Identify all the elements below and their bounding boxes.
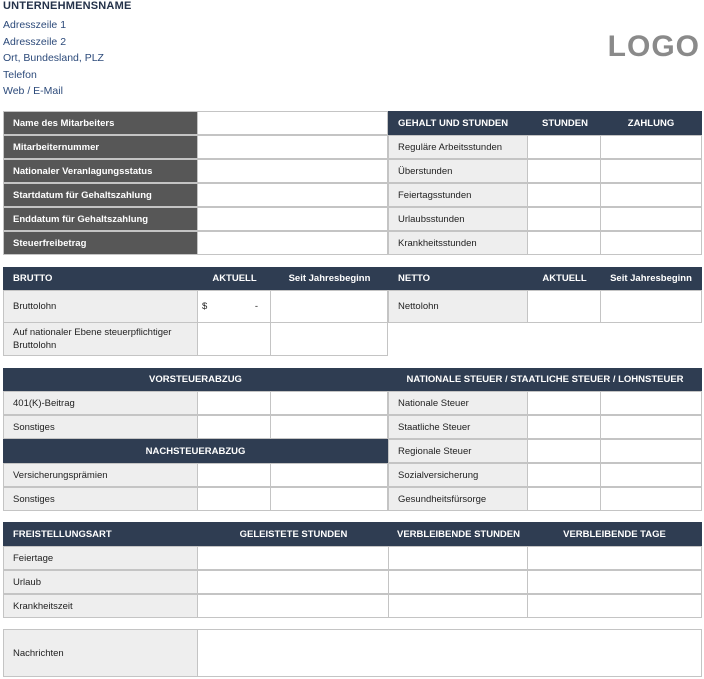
company-name: UNTERNEHMENSNAME bbox=[3, 0, 132, 12]
employee-number-label: Mitarbeiternummer bbox=[3, 135, 198, 159]
leave-col-remaining-hours: VERBLEIBENDE STUNDEN bbox=[397, 528, 520, 540]
pay-input[interactable] bbox=[600, 231, 702, 255]
tax-current[interactable] bbox=[527, 463, 601, 487]
hours-col-hours: STUNDEN bbox=[542, 117, 588, 129]
pretax-current[interactable] bbox=[197, 415, 271, 439]
address-line-1: Adresszeile 1 bbox=[3, 19, 67, 31]
hours-row-label: Überstunden bbox=[388, 159, 528, 183]
pretax-ytd[interactable] bbox=[270, 391, 388, 415]
leave-row-label: Urlaub bbox=[3, 570, 198, 594]
tax-status-label: Nationaler Veranlagungsstatus bbox=[3, 159, 198, 183]
logo: LOGO bbox=[607, 30, 700, 63]
tax-row-label: Regionale Steuer bbox=[388, 439, 528, 463]
leave-remaining-days[interactable] bbox=[527, 546, 702, 570]
employee-name-label: Name des Mitarbeiters bbox=[3, 111, 198, 135]
leave-taken[interactable] bbox=[197, 594, 389, 618]
posttax-current[interactable] bbox=[197, 487, 271, 511]
netto-col-current: AKTUELL bbox=[542, 273, 587, 284]
brutto-col-current: AKTUELL bbox=[212, 273, 257, 284]
pay-input[interactable] bbox=[600, 159, 702, 183]
tax-ytd[interactable] bbox=[600, 391, 702, 415]
gross-pay-current[interactable] bbox=[197, 290, 271, 323]
posttax-ytd[interactable] bbox=[270, 463, 388, 487]
allowance-field[interactable] bbox=[197, 231, 388, 255]
pretax-header: VORSTEUERABZUG bbox=[3, 368, 388, 391]
address-line-2: Adresszeile 2 bbox=[3, 36, 67, 48]
allowance-label: Steuerfreibetrag bbox=[3, 231, 198, 255]
brutto-header bbox=[3, 267, 388, 290]
hours-row-label: Krankheitsstunden bbox=[388, 231, 528, 255]
tax-row-label: Nationale Steuer bbox=[388, 391, 528, 415]
pay-end-label: Enddatum für Gehaltszahlung bbox=[3, 207, 198, 231]
posttax-current[interactable] bbox=[197, 463, 271, 487]
brutto-header-title: BRUTTO bbox=[13, 273, 53, 284]
leave-col-taken: GELEISTETE STUNDEN bbox=[239, 528, 348, 540]
hours-header-title: GEHALT UND STUNDEN bbox=[398, 117, 509, 129]
leave-remaining-hours[interactable] bbox=[388, 570, 528, 594]
leave-taken[interactable] bbox=[197, 546, 389, 570]
leave-remaining-hours[interactable] bbox=[388, 546, 528, 570]
leave-header-title: FREISTELLUNGSART bbox=[13, 528, 112, 540]
pay-start-label: Startdatum für Gehaltszahlung bbox=[3, 183, 198, 207]
tax-ytd[interactable] bbox=[600, 439, 702, 463]
gross-pay-value: - bbox=[254, 301, 258, 312]
brutto-col-ytd: Seit Jahresbeginn bbox=[288, 273, 371, 284]
hours-row-label: Reguläre Arbeitsstunden bbox=[388, 135, 528, 159]
leave-row-label: Feiertage bbox=[3, 546, 198, 570]
hours-input[interactable] bbox=[527, 183, 601, 207]
pretax-ytd[interactable] bbox=[270, 415, 388, 439]
gross-pay-ytd[interactable] bbox=[270, 290, 388, 323]
pay-input[interactable] bbox=[600, 207, 702, 231]
hours-header bbox=[388, 111, 702, 135]
posttax-header: NACHSTEUERABZUG bbox=[3, 439, 388, 463]
tax-current[interactable] bbox=[527, 391, 601, 415]
pretax-current[interactable] bbox=[197, 391, 271, 415]
hours-row-label: Urlaubsstunden bbox=[388, 207, 528, 231]
posttax-row-label: Versicherungsprämien bbox=[3, 463, 198, 487]
tax-current[interactable] bbox=[527, 439, 601, 463]
hours-input[interactable] bbox=[527, 159, 601, 183]
hours-input[interactable] bbox=[527, 135, 601, 159]
net-pay-ytd[interactable] bbox=[600, 290, 702, 323]
tax-ytd[interactable] bbox=[600, 415, 702, 439]
employee-number-field[interactable] bbox=[197, 135, 388, 159]
leave-header bbox=[3, 522, 702, 546]
tax-row-label: Staatliche Steuer bbox=[388, 415, 528, 439]
gross-pay-label: Bruttolohn bbox=[3, 290, 198, 323]
net-pay-label: Nettolohn bbox=[388, 290, 528, 323]
pay-input[interactable] bbox=[600, 135, 702, 159]
pay-end-field[interactable] bbox=[197, 207, 388, 231]
hours-row-label: Feiertagsstunden bbox=[388, 183, 528, 207]
pretax-row-label: 401(K)-Beitrag bbox=[3, 391, 198, 415]
tax-row-label: Sozialversicherung bbox=[388, 463, 528, 487]
messages-label: Nachrichten bbox=[3, 629, 198, 677]
taxable-gross-ytd[interactable] bbox=[270, 322, 388, 356]
netto-header bbox=[388, 267, 702, 290]
netto-header-title: NETTO bbox=[398, 273, 431, 284]
phone: Telefon bbox=[3, 69, 37, 81]
web-email: Web / E-Mail bbox=[3, 85, 63, 97]
hours-input[interactable] bbox=[527, 231, 601, 255]
hours-col-pay: ZAHLUNG bbox=[627, 117, 675, 129]
leave-remaining-days[interactable] bbox=[527, 570, 702, 594]
pay-start-field[interactable] bbox=[197, 183, 388, 207]
posttax-row-label: Sonstiges bbox=[3, 487, 198, 511]
leave-remaining-hours[interactable] bbox=[388, 594, 528, 618]
pay-input[interactable] bbox=[600, 183, 702, 207]
posttax-ytd[interactable] bbox=[270, 487, 388, 511]
pretax-row-label: Sonstiges bbox=[3, 415, 198, 439]
net-pay-current[interactable] bbox=[527, 290, 601, 323]
tax-current[interactable] bbox=[527, 487, 601, 511]
tax-current[interactable] bbox=[527, 415, 601, 439]
hours-input[interactable] bbox=[527, 207, 601, 231]
leave-remaining-days[interactable] bbox=[527, 594, 702, 618]
employee-name-field[interactable] bbox=[197, 111, 388, 135]
tax-ytd[interactable] bbox=[600, 463, 702, 487]
tax-row-label: Gesundheitsfürsorge bbox=[388, 487, 528, 511]
address-city: Ort, Bundesland, PLZ bbox=[3, 52, 104, 64]
tax-ytd[interactable] bbox=[600, 487, 702, 511]
messages-field[interactable] bbox=[197, 629, 702, 677]
leave-col-remaining-days: VERBLEIBENDE TAGE bbox=[563, 528, 666, 540]
tax-status-field[interactable] bbox=[197, 159, 388, 183]
netto-col-ytd: Seit Jahresbeginn bbox=[610, 273, 692, 284]
currency-symbol: $ bbox=[202, 301, 208, 312]
taxable-gross-label: Auf nationaler Ebene steuerpflichtiger Bruttolohn bbox=[3, 322, 198, 356]
leave-taken[interactable] bbox=[197, 570, 389, 594]
taxable-gross-current[interactable] bbox=[197, 322, 271, 356]
taxes-header: NATIONALE STEUER / STAATLICHE STEUER / LOHNSTEUER bbox=[388, 368, 702, 391]
leave-row-label: Krankheitszeit bbox=[3, 594, 198, 618]
